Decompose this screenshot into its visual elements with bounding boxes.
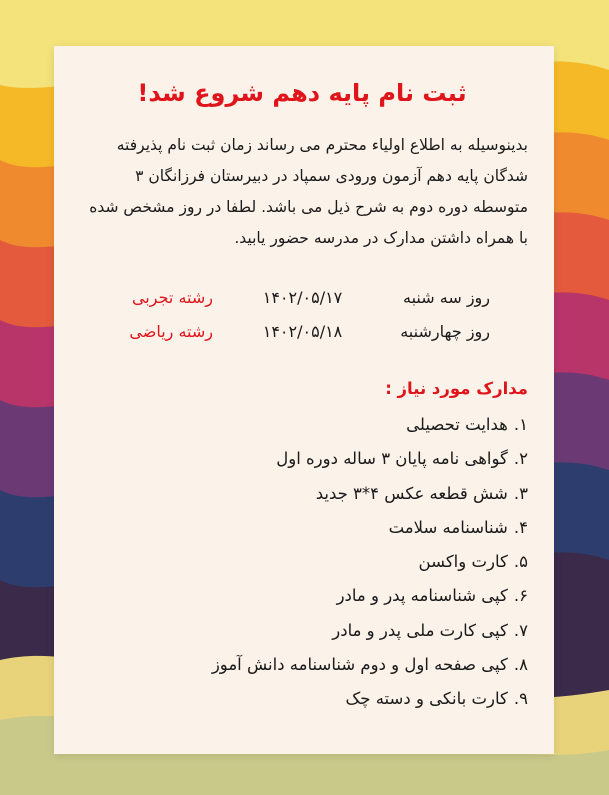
item-text: هدایت تحصیلی	[406, 415, 508, 434]
schedule-day: روز سه شنبه	[403, 287, 490, 307]
item-number: ۸.	[513, 655, 528, 675]
item-text: کارت بانکی و دسته چک	[345, 689, 508, 709]
schedule-date: ۱۴۰۲/۰۵/۱۷	[262, 287, 343, 307]
schedule-field: رشته ریاضی	[129, 321, 213, 341]
item-number: ۷.	[513, 620, 528, 640]
item-number: ۹.	[513, 689, 528, 709]
schedule-row	[76, 314, 528, 348]
notice-card	[54, 46, 554, 754]
list-item	[76, 477, 528, 511]
list-item	[76, 442, 528, 476]
intro-line: شدگان پایه دهم آزمون ورودی سمپاد در دبیرستان فرزانگان ۳	[135, 167, 528, 185]
item-number: ۳.	[513, 483, 528, 503]
item-number: ۴.	[513, 517, 528, 537]
list-item	[76, 579, 528, 613]
list-item	[76, 648, 528, 682]
intro-line: متوسطه دوره دوم به شرح ذیل می باشد. لطفا در روز مشخص شده	[89, 198, 528, 216]
schedule-day: روز چهارشنبه	[400, 321, 490, 341]
item-text: کپی کارت ملی پدر و مادر	[332, 620, 508, 640]
item-number: ۱.	[513, 415, 528, 434]
item-text: شش قطعه عکس ۴*۳ جدید	[315, 483, 508, 503]
item-text: کارت واکسن	[418, 552, 508, 572]
item-text: کپی شناسنامه پدر و مادر	[336, 586, 508, 606]
item-text: گواهی نامه پایان ۳ ساله دوره اول	[276, 449, 508, 469]
notice-title: ثبت نام پایه دهم شروع شد!	[137, 79, 467, 107]
intro-line: با همراه داشتن مدارک در مدرسه حضور یابید.	[234, 229, 528, 247]
intro-line: بدینوسیله به اطلاع اولیاء محترم می رساند زمان ثبت نام پذیرفته	[116, 136, 528, 154]
item-text: شناسنامه سلامت	[388, 517, 508, 537]
list-item	[76, 682, 528, 716]
schedule-date: ۱۴۰۲/۰۵/۱۸	[262, 321, 343, 341]
list-item	[76, 545, 528, 579]
list-item	[76, 511, 528, 545]
intro-paragraph	[76, 130, 528, 254]
required-documents-heading: مدارک مورد نیاز :	[385, 379, 528, 398]
required-documents-list	[76, 408, 528, 717]
schedule-field: رشته تجربی	[131, 287, 213, 307]
list-item	[76, 614, 528, 648]
list-item	[76, 408, 528, 442]
item-text: کپی صفحه اول و دوم شناسنامه دانش آموز	[211, 655, 508, 675]
item-number: ۶.	[513, 586, 528, 606]
item-number: ۲.	[513, 449, 528, 469]
schedule-row	[76, 280, 528, 314]
registration-schedule	[76, 280, 528, 348]
item-number: ۵.	[513, 552, 528, 572]
